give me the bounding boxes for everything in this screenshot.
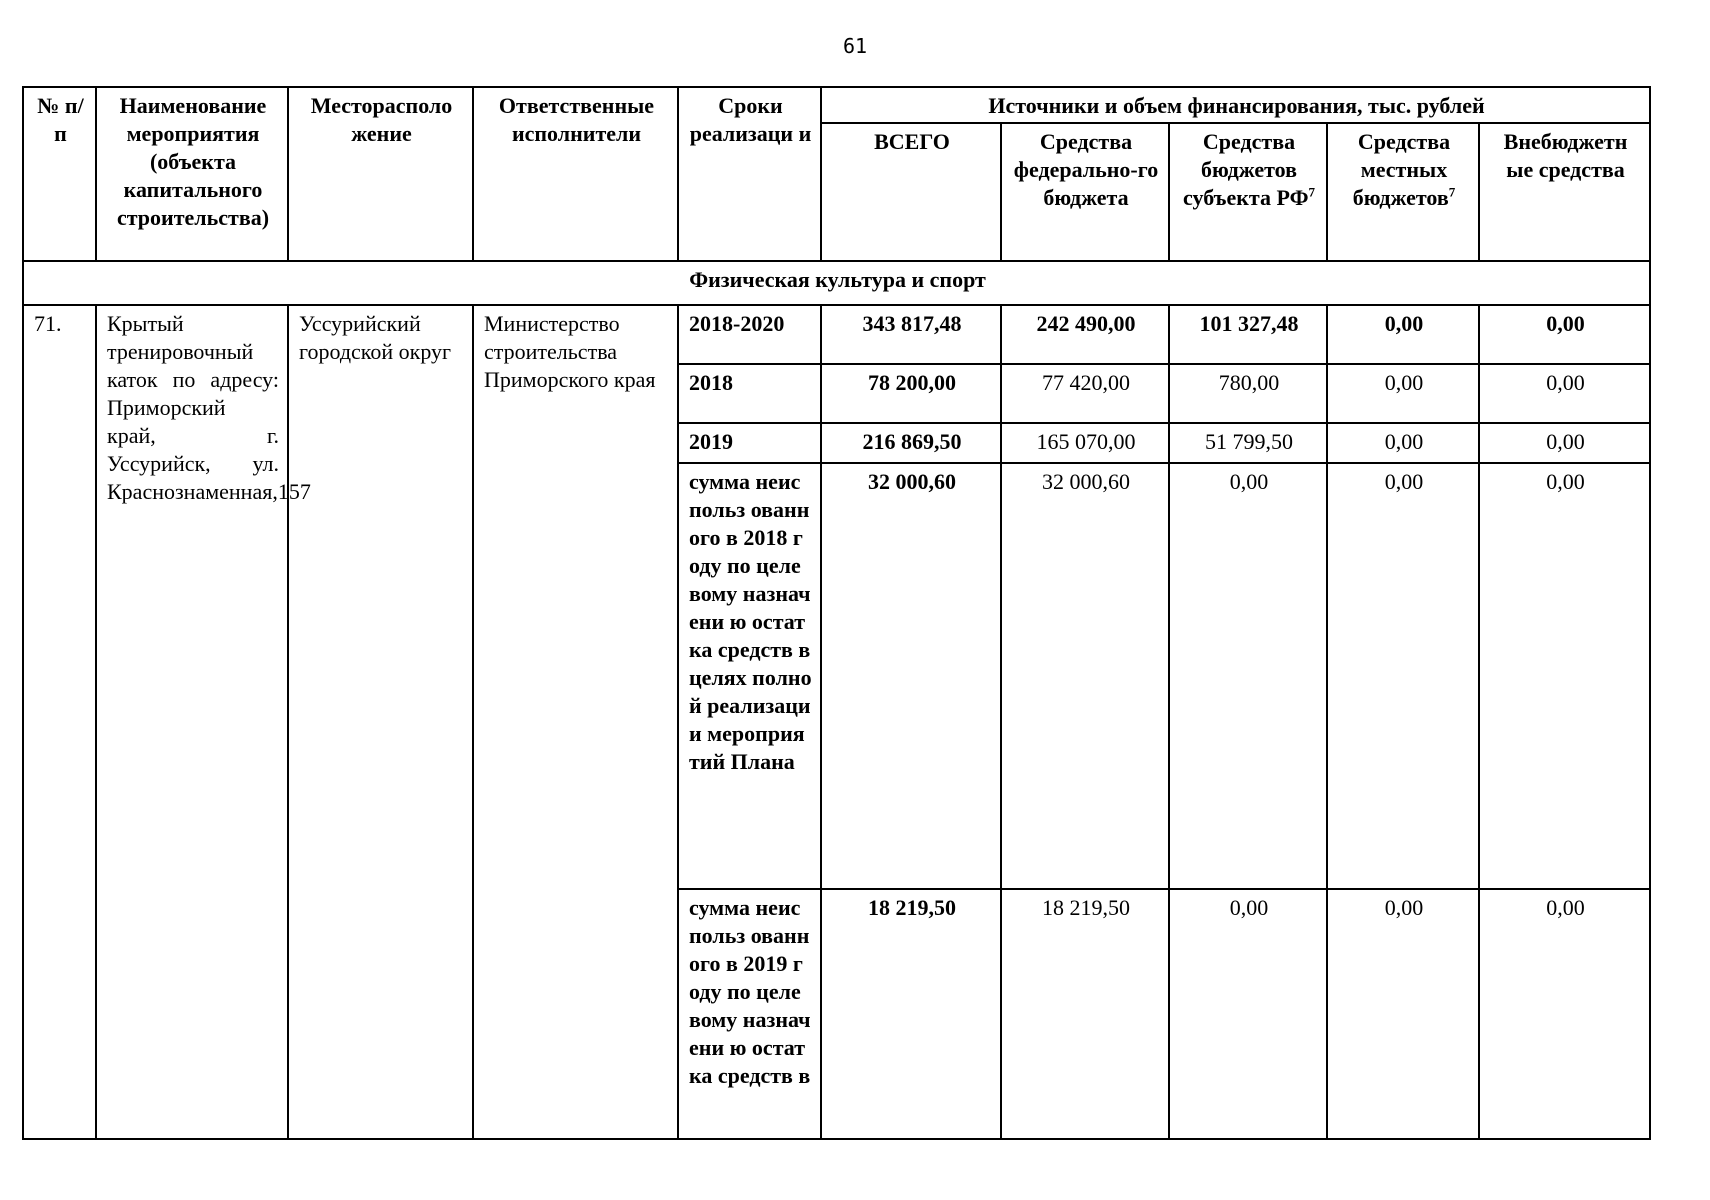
total-cell: 78 200,00 (821, 364, 1001, 423)
period-cell: сумма неиспольз ованного в 2018 году по целевому назначени ю остатка средств в целях полной реализаци и мероприя тий Плана (678, 463, 821, 889)
header-periods: Сроки реализаци и (678, 87, 821, 261)
regional-cell: 51 799,50 (1169, 423, 1327, 463)
header-name: Наименование мероприятия (объекта капитального строительства) (96, 87, 288, 261)
header-extra: Внебюджетн ые средства (1479, 123, 1650, 261)
federal-cell: 77 420,00 (1001, 364, 1169, 423)
header-sources: Источники и объем финансирования, тыс. рублей (821, 87, 1650, 123)
header-executors: Ответственные исполнители (473, 87, 678, 261)
local-cell: 0,00 (1327, 423, 1479, 463)
period-cell: 2019 (678, 423, 821, 463)
regional-cell: 101 327,48 (1169, 305, 1327, 364)
item-num: 71. (23, 305, 96, 1139)
item-location: Уссурийский городской округ (288, 305, 473, 1139)
total-cell: 343 817,48 (821, 305, 1001, 364)
extra-cell: 0,00 (1479, 364, 1650, 423)
regional-cell: 0,00 (1169, 889, 1327, 1139)
regional-cell: 0,00 (1169, 463, 1327, 889)
total-cell: 18 219,50 (821, 889, 1001, 1139)
extra-cell: 0,00 (1479, 889, 1650, 1139)
regional-cell: 780,00 (1169, 364, 1327, 423)
federal-cell: 32 000,60 (1001, 463, 1169, 889)
period-cell: сумма неиспольз ованного в 2019 году по целевому назначени ю остатка средств в (678, 889, 821, 1139)
item-name: Крытый тренировочный каток по адресу: Приморский край, г. Уссурийск, ул. Краснознаменная,157 (96, 305, 288, 1139)
header-total: ВСЕГО (821, 123, 1001, 261)
total-cell: 216 869,50 (821, 423, 1001, 463)
table-header-row (23, 87, 1650, 123)
extra-cell: 0,00 (1479, 305, 1650, 364)
federal-cell: 165 070,00 (1001, 423, 1169, 463)
extra-cell: 0,00 (1479, 423, 1650, 463)
header-federal: Средства федерально-го бюджета (1001, 123, 1169, 261)
period-cell: 2018-2020 (678, 305, 821, 364)
header-num: № п/п (23, 87, 96, 261)
local-cell: 0,00 (1327, 364, 1479, 423)
local-cell: 0,00 (1327, 889, 1479, 1139)
financing-table (22, 86, 1651, 1140)
table-row (23, 305, 1650, 364)
federal-cell: 242 490,00 (1001, 305, 1169, 364)
period-cell: 2018 (678, 364, 821, 423)
header-local: Средства местных бюджетов$^7$ (1327, 123, 1479, 261)
page-number: 61 (842, 34, 868, 58)
section-row (23, 261, 1650, 305)
total-cell: 32 000,60 (821, 463, 1001, 889)
federal-cell: 18 219,50 (1001, 889, 1169, 1139)
extra-cell: 0,00 (1479, 463, 1650, 889)
header-regional: Средства бюджетов субъекта $РФ^7$ (1169, 123, 1327, 261)
section-title: Физическая культура и спорт (23, 261, 1650, 305)
local-cell: 0,00 (1327, 305, 1479, 364)
local-cell: 0,00 (1327, 463, 1479, 889)
item-executor: Министерство строительства Приморского края (473, 305, 678, 1139)
header-location: Месторасполо жение (288, 87, 473, 261)
